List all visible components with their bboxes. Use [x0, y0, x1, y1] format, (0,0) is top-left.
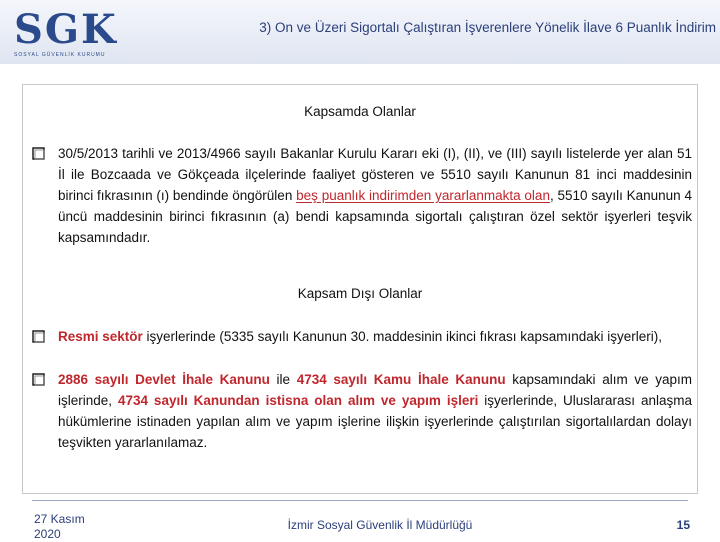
list-item: [32, 369, 692, 453]
footer-date: 27 Kasım 2020: [34, 512, 85, 541]
checkbox-bullet-icon: [32, 147, 45, 160]
sgk-logo: [8, 6, 128, 62]
highlight-text: 4734 sayılı Kanundan istisna olan alım ve yapım işleri: [117, 393, 479, 408]
logo-subtitle: SOSYAL GÜVENLİK KURUMU: [14, 52, 106, 58]
checkbox-bullet-icon: [32, 330, 45, 343]
highlight-text: 2886 sayılı Devlet İhale Kanunu: [58, 372, 270, 387]
slide-title: 3) On ve Üzeri Sigortalı Çalıştıran İşverenlere Yönelik İlave 6 Puanlık İndirim: [259, 20, 716, 35]
list-item: [32, 143, 692, 248]
section-heading-excluded: Kapsam Dışı Olanlar: [297, 286, 423, 301]
bullet-text: 30/5/2013 tarihli ve 2013/4966 sayılı Bakanlar Kurulu Kararı eki (I), (II), ve (III) sayılı listelerde yer alan 51 İl ile Bozcaada ve Gökçeada ilçelerinde faaliyet gösteren ve 5510 sayılı Kanunun 81 inci maddesinin birinci fıkrasının (ı) bendinde öngörülen beş puanlık indirimden yararlanmakta olan, 5510 sayılı Kanunun 4 üncü maddesinin birinci fıkrasının (a) bendi kapsamında sigortalı çalıştıran özel sektör işyerleri teşvik kapsamındadır.: [58, 146, 692, 245]
highlight-text: beş puanlık indirimden yararlanmakta olan: [296, 188, 550, 203]
footer-organization: İzmir Sosyal Güvenlik İl Müdürlüğü: [287, 518, 473, 532]
logo-text: SGK: [14, 6, 118, 53]
list-item: [32, 326, 692, 347]
section-heading-included: Kapsamda Olanlar: [304, 104, 416, 119]
page-number: 15: [676, 518, 690, 532]
highlight-text: Resmi sektör: [58, 329, 143, 344]
checkbox-bullet-icon: [32, 373, 45, 386]
bullet-text: Resmi sektör işyerlerinde (5335 sayılı Kanunun 30. maddesinin ikinci fıkrası kapsamındaki işyerleri),: [58, 329, 663, 344]
footer-divider: [32, 500, 688, 501]
bullet-text: 2886 sayılı Devlet İhale Kanunu ile 4734 sayılı Kamu İhale Kanunu kapsamındaki alım ve yapım işlerinde, 4734 sayılı Kanundan istisna olan alım ve yapım işleri işyerlerinde, Uluslararası anlaşma hükümlerine istinaden yapılan alım ve yapım işlerine ilişkin işyerlerinde çalıştırılan sigortalılardan dolayı teşvikten yararlanılamaz.: [58, 372, 692, 450]
highlight-text: 4734 sayılı Kamu İhale Kanunu: [296, 372, 506, 387]
